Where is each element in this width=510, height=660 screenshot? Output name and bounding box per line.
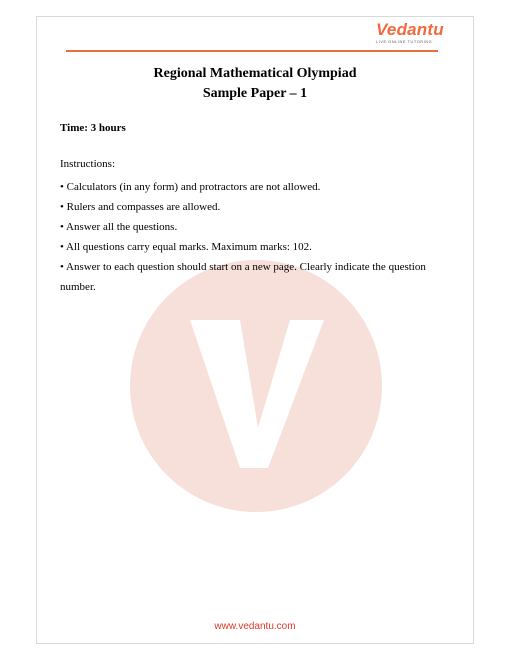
vedantu-logo	[376, 20, 444, 49]
document-title: Regional Mathematical Olympiad	[153, 66, 357, 81]
instructions-heading: Instructions:	[60, 158, 115, 170]
instruction-item: • Answer all the questions.	[60, 221, 178, 233]
instruction-item: • Rulers and compasses are allowed.	[60, 201, 221, 213]
instruction-item: • Calculators (in any form) and protractors are not allowed.	[60, 181, 321, 193]
document-subtitle: Sample Paper – 1	[202, 86, 308, 101]
time-label: Time: 3 hours	[60, 122, 126, 134]
instruction-item: • Answer to each question should start on a new page. Clearly indicate the question number.	[60, 261, 426, 293]
instruction-item: • All questions carry equal marks. Maximum marks: 102.	[60, 241, 312, 253]
logo-tagline: LIVE ONLINE TUTORING	[376, 40, 433, 44]
header-divider	[66, 50, 438, 52]
logo-text: Vedantu	[376, 20, 444, 39]
instructions-list	[60, 177, 460, 297]
footer-url-link[interactable]: www.vedantu.com	[214, 621, 296, 632]
